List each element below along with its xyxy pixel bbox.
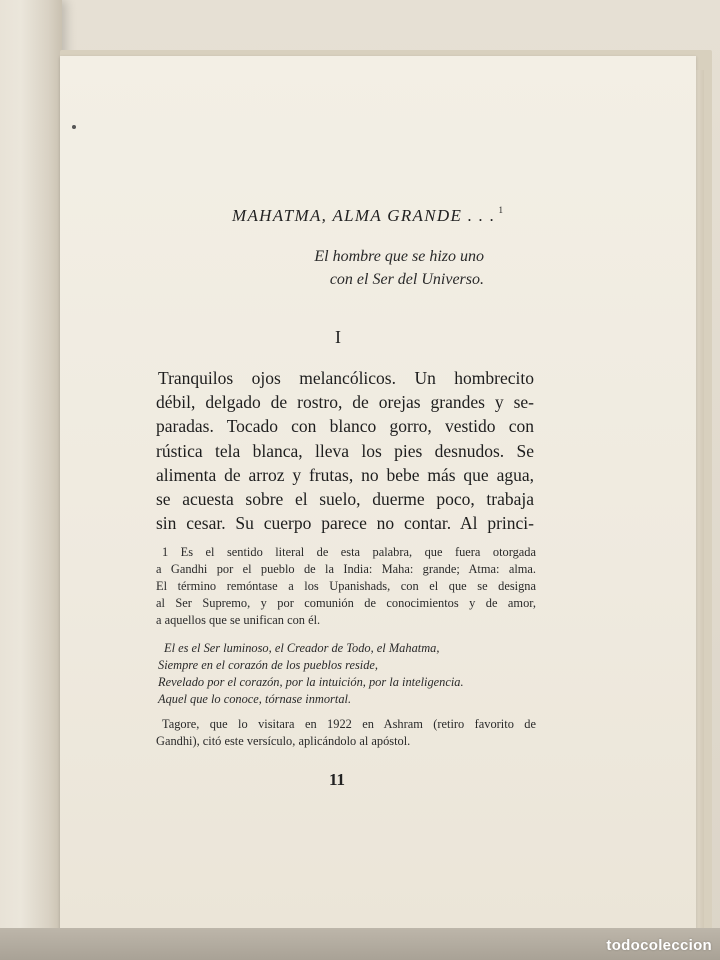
body-line: débil, delgado de rostro, de orejas grandes y se- bbox=[156, 392, 534, 413]
body-line: alimenta de arroz y frutas, no bebe más que agua, bbox=[156, 464, 534, 485]
page-speck bbox=[72, 125, 76, 129]
section-number: I bbox=[335, 327, 341, 347]
body-line: Tranquilos ojos melancólicos. Un hombrecito bbox=[158, 368, 534, 388]
poem-line: Aquel que lo conoce, tórnase inmortal. bbox=[158, 692, 352, 706]
poem-line: El es el Ser luminoso, el Creador de Todo, el Mahatma, bbox=[164, 641, 440, 655]
chapter-title-text: MAHATMA, ALMA GRANDE . . . bbox=[232, 206, 496, 225]
body-line: rústica tela blanca, lleva los pies desnudos. Se bbox=[156, 440, 534, 461]
poem-line: Siempre en el corazón de los pueblos reside, bbox=[158, 658, 379, 672]
footnote-line: 1 Es el sentido literal de esta palabra, que fuera otorgada bbox=[162, 545, 536, 559]
footnote-poem bbox=[158, 640, 538, 708]
watermark: todocoleccion bbox=[606, 937, 712, 954]
footnote-line: a aquellos que se unifican con él. bbox=[156, 613, 321, 627]
body-line: paradas. Tocado con blanco gorro, vestido con bbox=[156, 416, 534, 437]
footnote-line: al Ser Supremo, y por comunión de conocimientos y de amor, bbox=[156, 596, 536, 610]
epigraph-line: con el Ser del Universo. bbox=[329, 271, 484, 288]
body-paragraph bbox=[156, 366, 534, 535]
epigraph bbox=[272, 245, 484, 291]
footnote-line: a Gandhi por el pueblo de la India: Maha: grande; Atma: alma. bbox=[156, 562, 536, 576]
chapter-title bbox=[232, 205, 504, 226]
footnote bbox=[156, 544, 536, 629]
attribution-line: Gandhi), citó este versículo, aplicándolo al apóstol. bbox=[156, 734, 411, 748]
attribution-line: Tagore, que lo visitara en 1922 en Ashram (retiro favorito de bbox=[162, 717, 536, 731]
poem-line: Revelado por el corazón, por la intuición, por la inteligencia. bbox=[158, 675, 464, 689]
epigraph-line: El hombre que se hizo uno bbox=[314, 248, 484, 265]
facing-page-edge bbox=[0, 0, 62, 960]
footnote-ref: 1 bbox=[498, 205, 505, 215]
page-number: 11 bbox=[328, 770, 346, 789]
body-line: se acuesta sobre el suelo, duerme poco, trabaja bbox=[156, 488, 534, 509]
footnote-line: El término remóntase a los Upanishads, con el que se designa bbox=[156, 579, 536, 593]
body-line: sin cesar. Su cuerpo parece no contar. Al princi- bbox=[156, 513, 534, 534]
footnote-attribution bbox=[156, 716, 536, 750]
